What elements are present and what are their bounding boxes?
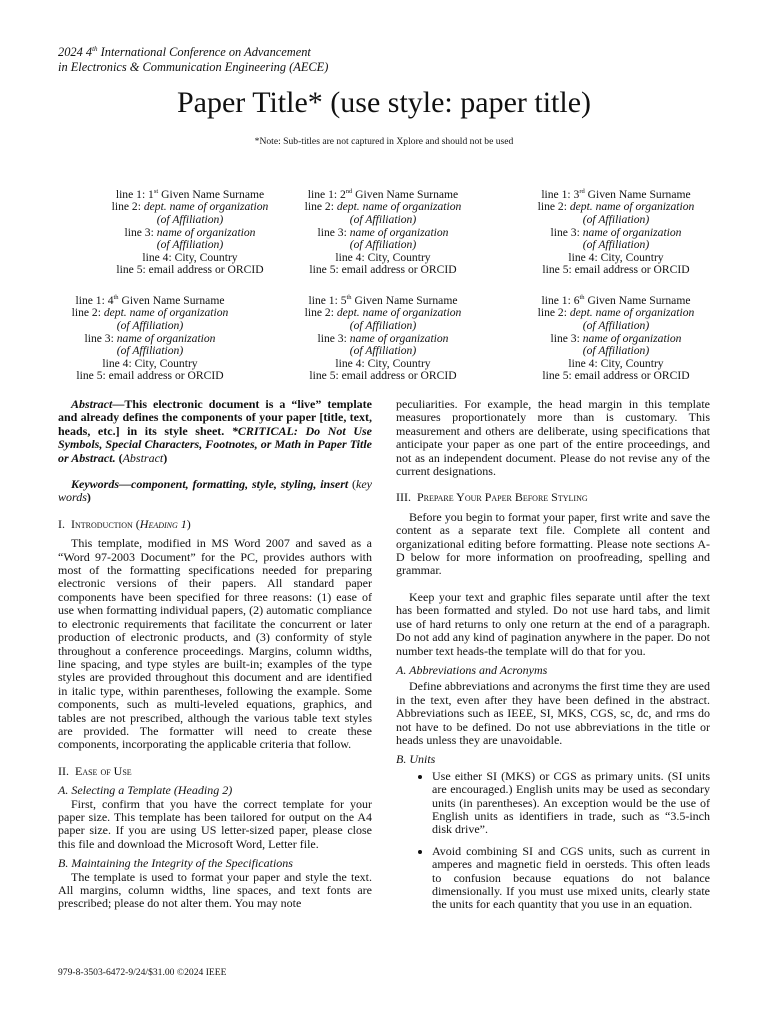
author-line-5: line 5: email address or ORCID <box>116 263 264 277</box>
prepare-paper-paragraph-2: Keep your text and graphic files separate until after the text has been formatted and styled. Do not use hard tabs, and limit use of hard returns to only one return at the end of a paragraph. Do not add any kind of pagination anywhere in the paper. Do not number text heads-the template will do that for you. <box>396 589 710 658</box>
author-block-3 <box>501 186 731 277</box>
author-line-1: line 1: 5th Given Name Surname <box>308 293 458 307</box>
author-line-2: line 2: dept. name of organization <box>111 200 269 214</box>
units-list <box>396 770 710 912</box>
author-line-5: line 5: email address or ORCID <box>542 263 690 277</box>
subheading-abbreviations: A. Abbreviations and Acronyms <box>396 662 548 677</box>
author-line-3: line 3: name of organization <box>84 331 216 345</box>
author-line-3: line 3: name of organization <box>550 225 682 239</box>
author-line-5: line 5: email address or ORCID <box>542 369 690 383</box>
author-affiliation: (of Affiliation) <box>156 213 224 227</box>
subheading-selecting-template: A. Selecting a Template (Heading 2) <box>58 783 233 798</box>
author-line-3: line 3: name of organization <box>317 331 449 345</box>
left-column <box>58 398 372 911</box>
author-affiliation: (of Affiliation) <box>349 344 417 358</box>
conference-header <box>58 42 328 75</box>
author-line-4: line 4: City, Country <box>568 356 664 370</box>
author-line-4: line 4: City, Country <box>335 250 431 264</box>
maintaining-integrity-paragraph: The template is used to format your paper and style the text. All margins, column widths, line spaces, and text fonts are prescribed; please do not alter them. You may note <box>58 869 372 911</box>
author-line-2: line 2: dept. name of organization <box>537 306 695 320</box>
author-line-1: line 1: 3rd Given Name Surname <box>541 187 691 201</box>
author-block-4 <box>35 292 265 383</box>
author-affiliation: (of Affiliation) <box>156 238 224 252</box>
author-line-2: line 2: dept. name of organization <box>304 306 462 320</box>
author-line-4: line 4: City, Country <box>335 356 431 370</box>
author-line-4: line 4: City, Country <box>568 250 664 264</box>
author-line-5: line 5: email address or ORCID <box>309 369 457 383</box>
selecting-template-paragraph: First, confirm that you have the correct template for your paper size. This template has been tailored for output on the A4 paper size. If you are using US letter-sized paper, please close this file and download the Microsoft Word, Letter file. <box>58 796 372 851</box>
author-line-3: line 3: name of organization <box>550 331 682 345</box>
author-affiliation: (of Affiliation) <box>582 319 650 333</box>
author-affiliation: (of Affiliation) <box>349 319 417 333</box>
author-line-1: line 1: 2nd Given Name Surname <box>307 187 459 201</box>
author-affiliation: (of Affiliation) <box>116 319 184 333</box>
author-affiliation: (of Affiliation) <box>349 238 417 252</box>
subtitle-note: *Note: Sub-titles are not captured in Xplore and should not be used <box>254 136 514 147</box>
author-line-5: line 5: email address or ORCID <box>76 369 224 383</box>
author-affiliation: (of Affiliation) <box>582 238 650 252</box>
prepare-paper-paragraph-1: Before you begin to format your paper, first write and save the content as a separate text file. Complete all content and organizational editing before formatting. Please note sections A-D below for more information on proofreading, spelling and grammar. <box>396 509 710 578</box>
abbreviations-paragraph: Define abbreviations and acronyms the first time they are used in the text, even after they have been defined in the abstract. Abbreviations such as IEEE, SI, MKS, CGS, sc, dc, and rms do not have to be defined. Do not use abbreviations in the title or heads unless they are unavoidable. <box>396 679 710 747</box>
paper-title: Paper Title* (use style: paper title) <box>176 86 592 119</box>
author-block-5 <box>268 292 498 383</box>
abstract: Abstract—This electronic document is a “live” template and already defines the components of your paper [title, text, heads, etc.] in its style sheet. *CRITICAL: Do Not Use Symbols, Special Characters, Footnotes, or Math in Paper Title or Abstract. (Abstract) <box>58 397 372 465</box>
introduction-paragraph: This template, modified in MS Word 2007 and saved as a “Word 97-2003 Document” for the PC, provides authors with most of the formatting specifications needed for preparing electronic versions of their papers. All standard paper components have been specified for three reasons: (1) ease of use when formatting individual papers, (2) automatic compliance to electronic requirements that facilitate the concurrent or later production of electronic products, and (3) conformity of style throughout a conference proceedings. Margins, column widths, line spacing, and type styles are built-in; examples of the type styles are provided throughout this document and are identified in italic type, within parentheses, following the example. Some components, such as multi-leveled equations, graphics, and tables are not prescribed, although the various table text styles are provided. The formatter will need to create these components, incorporating the applicable criteria that follow. <box>58 536 372 752</box>
copyright-footer: 979-8-3503-6472-9/24/$31.00 ©2024 IEEE <box>58 967 227 978</box>
maintaining-integrity-continued: peculiarities. For example, the head margin in this template measures proportionately more than is customary. This measurement and others are deliberate, using specifications that anticipate your paper as one part of the entire proceedings, and not as an independent document. Please do not revise any of the current designations. <box>396 397 710 479</box>
author-line-1: line 1: 4th Given Name Surname <box>75 293 225 307</box>
section-heading-ease-of-use: II. Ease of Use <box>58 763 132 778</box>
keywords: Keywords—component, formatting, style, styling, insert (key words) <box>58 477 372 505</box>
author-line-4: line 4: City, Country <box>102 356 198 370</box>
author-affiliation: (of Affiliation) <box>116 344 184 358</box>
author-line-3: line 3: name of organization <box>317 225 449 239</box>
section-heading-prepare-paper: III. Prepare Your Paper Before Styling <box>396 490 588 505</box>
subheading-units: B. Units <box>396 752 436 767</box>
author-line-2: line 2: dept. name of organization <box>304 200 462 214</box>
author-block-6 <box>501 292 731 383</box>
author-line-2: line 2: dept. name of organization <box>537 200 695 214</box>
author-affiliation: (of Affiliation) <box>582 213 650 227</box>
right-column <box>396 398 710 920</box>
list-item: • Avoid combining SI and CGS units, such as current in amperes and magnetic field in oersteds. This often leads to confusion because equations do not balance dimensionally. If you must use mixed units, clearly state the units for each quantity that you use in an equation. <box>432 845 710 912</box>
author-affiliation: (of Affiliation) <box>349 213 417 227</box>
author-affiliation: (of Affiliation) <box>582 344 650 358</box>
author-line-1: line 1: 6th Given Name Surname <box>541 293 691 307</box>
conference-line-2: in Electronics & Communication Engineering (AECE) <box>58 60 329 75</box>
author-line-5: line 5: email address or ORCID <box>309 263 457 277</box>
author-line-4: line 4: City, Country <box>142 250 238 264</box>
conference-line-1: 2024 4th International Conference on Advancement <box>58 45 311 60</box>
author-line-1: line 1: 1st Given Name Surname <box>115 187 265 201</box>
list-item: • Use either SI (MKS) or CGS as primary units. (SI units are encouraged.) English units may be used as secondary units (in parentheses). An exception would be the use of English units as identifiers in trade, such as “3.5-inch disk drive”. <box>432 770 710 837</box>
subheading-maintaining-integrity: B. Maintaining the Integrity of the Specifications <box>58 856 293 871</box>
section-heading-introduction: I. Introduction (Heading 1) <box>58 516 191 531</box>
author-line-3: line 3: name of organization <box>124 225 256 239</box>
author-line-2: line 2: dept. name of organization <box>71 306 229 320</box>
author-block-2 <box>268 186 498 277</box>
